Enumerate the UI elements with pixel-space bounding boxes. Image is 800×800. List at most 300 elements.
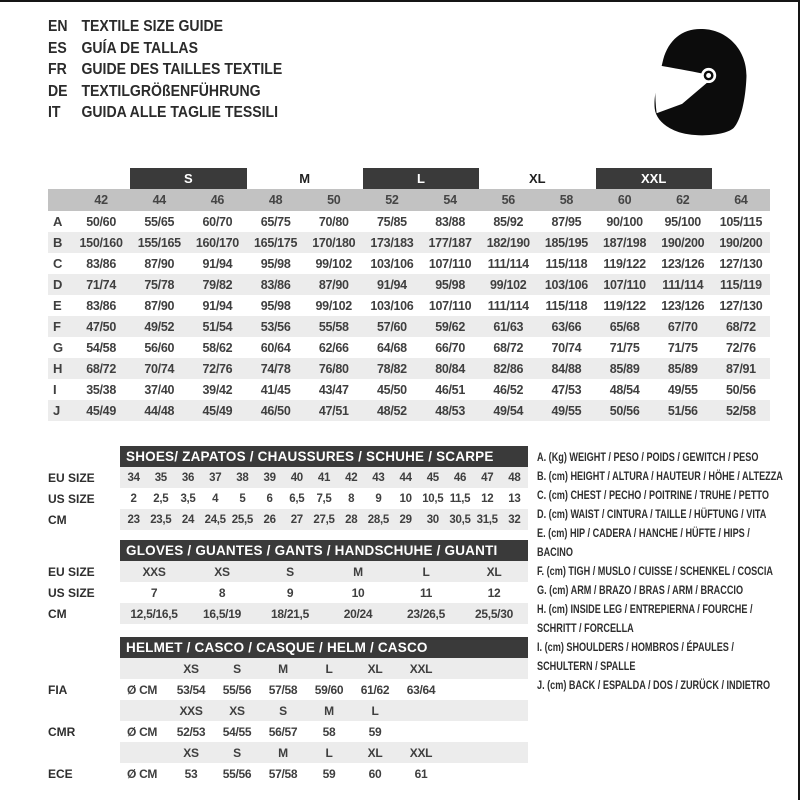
shoes-cells (120, 467, 528, 488)
shoes-value: 40 (290, 471, 303, 484)
helmet-table (48, 637, 528, 784)
helmet-size-label: L (371, 703, 379, 718)
helmet-size-label: XXL (409, 661, 433, 676)
size-value: 45/50 (377, 382, 407, 397)
size-value: 75/78 (144, 277, 175, 292)
size-value: 55/58 (318, 319, 349, 334)
size-value: 83/88 (435, 214, 465, 229)
helmet-sizes-row-fia (48, 658, 528, 679)
gloves-value: 16,5/19 (203, 606, 241, 621)
measurement-legend (537, 448, 788, 695)
helmet-value: 52/53 (176, 724, 206, 739)
shoes-cells (120, 509, 528, 530)
legend-item-j: J. (cm) BACK / ESPALDA / DOS / ZURÜCK / INDIETRO (537, 678, 771, 692)
size-value: 84/88 (551, 361, 582, 376)
size-value: 51/54 (202, 319, 233, 334)
measure-row-a (48, 211, 770, 232)
gloves-value: 23/26,5 (407, 606, 445, 621)
size-value: 75/85 (377, 214, 407, 229)
size-value: 66/70 (435, 340, 465, 355)
standard-label: CMR (48, 724, 76, 739)
column-header: 42 (94, 193, 108, 207)
size-value: 95/98 (435, 277, 465, 292)
size-value: 61/63 (493, 319, 524, 334)
size-value: 68/72 (86, 361, 116, 376)
helmet-values-row-cmr (48, 721, 528, 742)
measure-row-j (48, 400, 770, 421)
size-value: 103/106 (370, 256, 414, 271)
size-value: 49/52 (144, 319, 175, 334)
shoes-value: 5 (239, 492, 246, 505)
size-value: 165/175 (254, 235, 298, 250)
shoes-row-eu-size (48, 467, 528, 488)
column-header: 50 (327, 193, 341, 207)
size-value: 67/70 (667, 319, 698, 334)
helmet-size-label: XS (183, 745, 199, 760)
shoes-value: 12 (481, 492, 494, 505)
gloves-value: 12 (487, 585, 501, 600)
gloves-value: 9 (286, 585, 294, 600)
gloves-title-bar: GLOVES / GUANTES / GANTS / HANDSCHUHE / GUANTI (120, 540, 528, 561)
language-row (48, 16, 282, 38)
column-header: 60 (617, 193, 632, 207)
helmet-size-label: XXL (409, 745, 433, 760)
size-value: 87/91 (726, 361, 756, 376)
helmet-size-label: M (324, 703, 334, 718)
size-value: 150/160 (79, 235, 123, 250)
size-value: 43/47 (318, 382, 349, 397)
helmet-value: 59/60 (314, 682, 344, 697)
helmet-size-label: XS (229, 703, 245, 718)
size-value: 160/170 (195, 235, 239, 250)
size-value: 70/74 (551, 340, 582, 355)
size-value: 65/75 (260, 214, 291, 229)
row-label: D (53, 277, 63, 292)
size-value: 177/187 (428, 235, 472, 250)
language-row (48, 38, 282, 60)
shoes-value: 46 (453, 471, 467, 484)
shoes-value: 28 (345, 513, 358, 526)
row-label: C (53, 256, 63, 271)
row-label: J (53, 403, 61, 418)
gloves-value: 10 (351, 585, 365, 600)
size-value: 123/126 (661, 256, 705, 271)
helmet-size-label: L (325, 661, 333, 676)
size-value: 47/50 (86, 319, 116, 334)
size-value: 57/60 (377, 319, 407, 334)
size-value: 48/54 (609, 382, 640, 397)
helmet-header-row (48, 637, 528, 658)
shoes-value: 27,5 (313, 513, 335, 526)
column-header: 48 (268, 193, 283, 207)
size-value: 47/53 (551, 382, 582, 397)
helmet-value: 53 (184, 766, 198, 781)
helmet-value: 58 (322, 724, 336, 739)
helmet-value: 57/58 (268, 682, 298, 697)
helmet-value-cells (120, 679, 528, 700)
shoes-value: 3,5 (180, 492, 196, 505)
language-title: GUIDE DES TAILLES TEXTILE (81, 61, 283, 79)
helmet-value: 61 (414, 766, 428, 781)
size-value: 91/94 (202, 298, 233, 313)
measure-row-d (48, 274, 770, 295)
language-title: GUIDA ALLE TAGLIE TESSILI (81, 104, 279, 122)
size-group-xxl: XXL (596, 168, 712, 189)
gloves-value: S (286, 564, 294, 579)
language-code: ES (48, 39, 67, 57)
size-value: 99/102 (315, 256, 352, 271)
size-value: 90/100 (606, 214, 643, 229)
row-label: EU SIZE (48, 564, 95, 579)
gloves-value: XS (214, 564, 230, 579)
helmet-value: 56/57 (268, 724, 298, 739)
size-value: 44/48 (144, 403, 175, 418)
helmet-value-cells (120, 763, 528, 784)
gloves-value: L (422, 564, 430, 579)
size-value: 83/86 (86, 256, 116, 271)
size-value: 111/114 (487, 256, 529, 271)
size-value: 83/86 (260, 277, 291, 292)
gloves-value: XL (486, 564, 502, 579)
gloves-value: 11 (419, 585, 433, 600)
helmet-size-label: M (278, 745, 288, 760)
size-value: 185/195 (544, 235, 588, 250)
column-header: 64 (734, 193, 748, 207)
size-value: 95/98 (260, 256, 291, 271)
size-value: 51/56 (667, 403, 698, 418)
row-label: F (53, 319, 61, 334)
size-value: 64/68 (377, 340, 407, 355)
row-label: B (53, 235, 63, 250)
size-value: 111/114 (662, 277, 704, 292)
helmet-size-label: L (325, 745, 333, 760)
shoes-row-us-size (48, 488, 528, 509)
shoes-value: 6 (266, 492, 273, 505)
row-label: US SIZE (48, 585, 95, 600)
sub-tables (48, 446, 528, 784)
size-value: 46/52 (493, 382, 524, 397)
size-value: 115/118 (545, 298, 588, 313)
size-value: 37/40 (144, 382, 175, 397)
spacer (48, 530, 528, 540)
helmet-value: 55/56 (222, 766, 252, 781)
shoes-value: 10,5 (422, 492, 444, 505)
size-value: 46/51 (435, 382, 465, 397)
size-value: 123/126 (661, 298, 705, 313)
shoes-value: 13 (508, 492, 521, 505)
size-value: 54/58 (86, 340, 116, 355)
gloves-value: 20/24 (343, 606, 373, 621)
size-value: 105/115 (719, 214, 763, 229)
shoes-value: 23 (127, 513, 140, 526)
shoes-value: 7,5 (316, 492, 332, 505)
size-value: 78/82 (377, 361, 407, 376)
shoes-value: 30,5 (449, 513, 471, 526)
helmet-sizes-row-cmr (48, 700, 528, 721)
language-title: GUÍA DE TALLAS (81, 39, 198, 57)
size-value: 187/198 (603, 235, 647, 250)
gloves-value: 12,5/16,5 (130, 606, 178, 621)
shoes-value: 27 (290, 513, 303, 526)
size-value: 50/56 (609, 403, 640, 418)
shoes-value: 2,5 (153, 492, 169, 505)
size-value: 71/75 (667, 340, 698, 355)
measure-row-f (48, 316, 770, 337)
size-value: 41/45 (260, 382, 291, 397)
helmet-size-label: M (278, 661, 288, 676)
size-value: 87/90 (318, 277, 349, 292)
helmet-value: 57/58 (268, 766, 298, 781)
row-label: EU SIZE (48, 470, 95, 485)
row-label: CM (48, 606, 67, 621)
gloves-value: 18/21,5 (271, 606, 309, 621)
shoes-value: 2 (130, 492, 137, 505)
helmet-values-row-ece (48, 763, 528, 784)
size-value: 99/102 (490, 277, 527, 292)
gloves-value: 25,5/30 (475, 606, 513, 621)
shoes-value: 8 (348, 492, 355, 505)
legend-item-g: G. (cm) ARM / BRAZO / BRAS / ARM / BRACCIO (537, 583, 744, 597)
shoes-value: 36 (181, 471, 195, 484)
size-value: 70/80 (318, 214, 349, 229)
size-value: 115/119 (720, 277, 762, 292)
helmet-value: 63/64 (406, 682, 436, 697)
size-value: 45/49 (86, 403, 116, 418)
size-value: 65/68 (609, 319, 640, 334)
legend-item-h: H. (cm) INSIDE LEG / ENTREPIERNA / FOURCHE / SCHRITT / FORCELLA (537, 602, 753, 635)
size-value: 182/190 (486, 235, 530, 250)
size-value: 190/200 (719, 235, 763, 250)
helmet-sizes-row-ece (48, 742, 528, 763)
size-value: 72/76 (202, 361, 233, 376)
language-row (48, 102, 282, 124)
legend-item-i: I. (cm) SHOULDERS / HOMBROS / ÉPAULES / SCHULTERN / SPALLE (537, 640, 734, 673)
shoes-row-cm (48, 509, 528, 530)
size-value: 56/60 (144, 340, 175, 355)
unit-label: Ø CM (127, 724, 158, 739)
shoes-value: 43 (372, 471, 385, 484)
size-value: 82/86 (493, 361, 524, 376)
gloves-value: 8 (218, 585, 226, 600)
shoes-value: 10 (399, 492, 412, 505)
language-title: TEXTILGRÖßENFÜHRUNG (81, 82, 261, 100)
size-value: 53/56 (260, 319, 291, 334)
size-value: 71/75 (609, 340, 640, 355)
textile-size-table (48, 168, 770, 421)
column-header: 56 (501, 193, 515, 207)
shoes-value: 34 (127, 471, 140, 484)
size-value: 68/72 (493, 340, 524, 355)
spacer (48, 624, 528, 637)
row-label: E (53, 298, 62, 313)
size-value: 49/54 (493, 403, 524, 418)
shoes-value: 6,5 (289, 492, 305, 505)
size-group-xl: XL (529, 171, 546, 186)
shoes-value: 41 (317, 471, 331, 484)
size-group-m: M (299, 171, 311, 186)
size-value: 85/89 (609, 361, 640, 376)
measure-row-e (48, 295, 770, 316)
size-value: 119/122 (603, 298, 646, 313)
gloves-value: 7 (150, 585, 158, 600)
size-value: 76/80 (318, 361, 349, 376)
size-value: 107/110 (428, 298, 472, 313)
size-value: 74/78 (260, 361, 291, 376)
shoes-title-bar: SHOES/ ZAPATOS / CHAUSSURES / SCHUHE / SCARPE (120, 446, 528, 467)
legend-item-f: F. (cm) TIGH / MUSLO / CUISSE / SCHENKEL / COSCIA (537, 564, 773, 578)
helmet-value: 59 (368, 724, 382, 739)
shoes-value: 47 (481, 471, 494, 484)
size-value: 107/110 (603, 277, 646, 292)
size-value: 103/106 (544, 277, 588, 292)
helmet-title-bar: HELMET / CASCO / CASQUE / HELM / CASCO (120, 637, 528, 658)
helmet-size-label: XXS (179, 703, 203, 718)
gloves-cells (120, 561, 528, 582)
size-value: 70/74 (144, 361, 175, 376)
legend-item-e: E. (cm) HIP / CADERA / HANCHE / HÜFTE / HIPS / BACINO (537, 526, 750, 559)
size-value: 115/118 (545, 256, 588, 271)
size-value: 91/94 (202, 256, 233, 271)
shoes-header-row (48, 446, 528, 467)
language-code: DE (48, 82, 68, 100)
language-title: TEXTILE SIZE GUIDE (81, 18, 224, 35)
column-header: 46 (210, 193, 225, 207)
shoes-value: 26 (263, 513, 276, 526)
size-group-s: S (130, 168, 246, 189)
size-value: 46/50 (260, 403, 291, 418)
size-group-l: L (363, 168, 479, 189)
row-label: A (53, 214, 63, 229)
size-value: 48/53 (435, 403, 465, 418)
language-code: IT (48, 104, 61, 122)
size-value: 119/122 (603, 256, 646, 271)
size-value: 60/64 (260, 340, 291, 355)
language-code: FR (48, 61, 67, 79)
helmet-value-cells (120, 721, 528, 742)
size-value: 47/51 (318, 403, 349, 418)
size-value: 83/86 (86, 298, 116, 313)
measure-row-i (48, 379, 770, 400)
measure-row-g (48, 337, 770, 358)
gloves-row-us-size (48, 582, 528, 603)
size-value: 55/65 (144, 214, 175, 229)
shoes-value: 35 (154, 471, 167, 484)
size-value: 95/98 (260, 298, 291, 313)
shoes-value: 9 (375, 492, 382, 505)
unit-label: Ø CM (127, 766, 158, 781)
size-value: 50/56 (726, 382, 756, 397)
helmet-size-cells (120, 700, 528, 721)
size-value: 111/114 (487, 298, 529, 313)
helmet-size-label: S (233, 661, 241, 676)
gloves-row-eu-size (48, 561, 528, 582)
shoes-value: 45 (426, 471, 439, 484)
size-value: 155/165 (137, 235, 181, 250)
helmet-value: 59 (322, 766, 336, 781)
measure-row-c (48, 253, 770, 274)
size-value: 49/55 (667, 382, 698, 397)
shoes-value: 38 (236, 471, 249, 484)
gloves-cells (120, 603, 528, 624)
size-group-row (48, 168, 770, 189)
size-value: 60/70 (202, 214, 233, 229)
size-value: 62/66 (318, 340, 349, 355)
shoes-value: 39 (263, 471, 276, 484)
language-code: EN (48, 18, 68, 35)
shoes-value: 42 (345, 471, 358, 484)
measure-row-b (48, 232, 770, 253)
legend-item-a: A. (Kg) WEIGHT / PESO / POIDS / GEWITCH / PESO (537, 450, 759, 464)
helmet-value: 55/56 (222, 682, 252, 697)
helmet-size-cells (120, 658, 528, 679)
shoes-value: 11,5 (449, 492, 471, 505)
size-value: 127/130 (719, 256, 763, 271)
size-value: 50/60 (86, 214, 116, 229)
helmet-size-label: S (279, 703, 287, 718)
gloves-table (48, 540, 528, 624)
size-value: 127/130 (719, 298, 763, 313)
size-value: 80/84 (435, 361, 465, 376)
shoes-value: 32 (508, 513, 521, 526)
size-value: 72/76 (726, 340, 756, 355)
unit-label: Ø CM (127, 682, 158, 697)
size-value: 68/72 (726, 319, 756, 334)
helmet-values-row-fia (48, 679, 528, 700)
size-value: 87/90 (144, 298, 175, 313)
size-value: 91/94 (377, 277, 407, 292)
legend-item-d: D. (cm) WAIST / CINTURA / TAILLE / HÜFTUNG / VITA (537, 507, 767, 521)
column-header: 54 (443, 193, 457, 207)
shoes-value: 28,5 (367, 513, 389, 526)
size-value: 103/106 (370, 298, 414, 313)
shoes-value: 29 (399, 513, 412, 526)
shoes-table (48, 446, 528, 530)
gloves-value: M (353, 564, 363, 579)
helmet-size-label: XS (183, 661, 199, 676)
size-value: 170/180 (312, 235, 356, 250)
shoes-value: 25,5 (231, 513, 253, 526)
size-value: 39/42 (202, 382, 233, 397)
shoes-value: 30 (426, 513, 439, 526)
racing-helmet-icon (650, 26, 754, 142)
size-value: 87/90 (144, 256, 175, 271)
column-header: 52 (385, 193, 399, 207)
size-value: 58/62 (202, 340, 233, 355)
shoes-value: 48 (508, 471, 521, 484)
helmet-value: 61/62 (360, 682, 390, 697)
shoes-value: 4 (212, 492, 219, 505)
size-value: 71/74 (86, 277, 116, 292)
column-header-row (48, 189, 770, 211)
row-label: US SIZE (48, 491, 95, 506)
shoes-cells (120, 488, 528, 509)
helmet-size-label: XL (367, 661, 383, 676)
row-label: G (53, 340, 64, 355)
gloves-row-cm (48, 603, 528, 624)
legend-item-b: B. (cm) HEIGHT / ALTURA / HAUTEUR / HÖHE / ALTEZZA (537, 469, 783, 483)
helmet-size-label: S (233, 745, 241, 760)
size-value: 49/55 (551, 403, 582, 418)
helmet-size-label: XL (367, 745, 383, 760)
row-label: I (53, 382, 57, 397)
measure-row-h (48, 358, 770, 379)
size-value: 190/200 (661, 235, 705, 250)
row-label: H (53, 361, 63, 376)
helmet-value: 60 (368, 766, 382, 781)
shoes-value: 37 (209, 471, 222, 484)
size-value: 79/82 (202, 277, 233, 292)
size-value: 48/52 (377, 403, 407, 418)
